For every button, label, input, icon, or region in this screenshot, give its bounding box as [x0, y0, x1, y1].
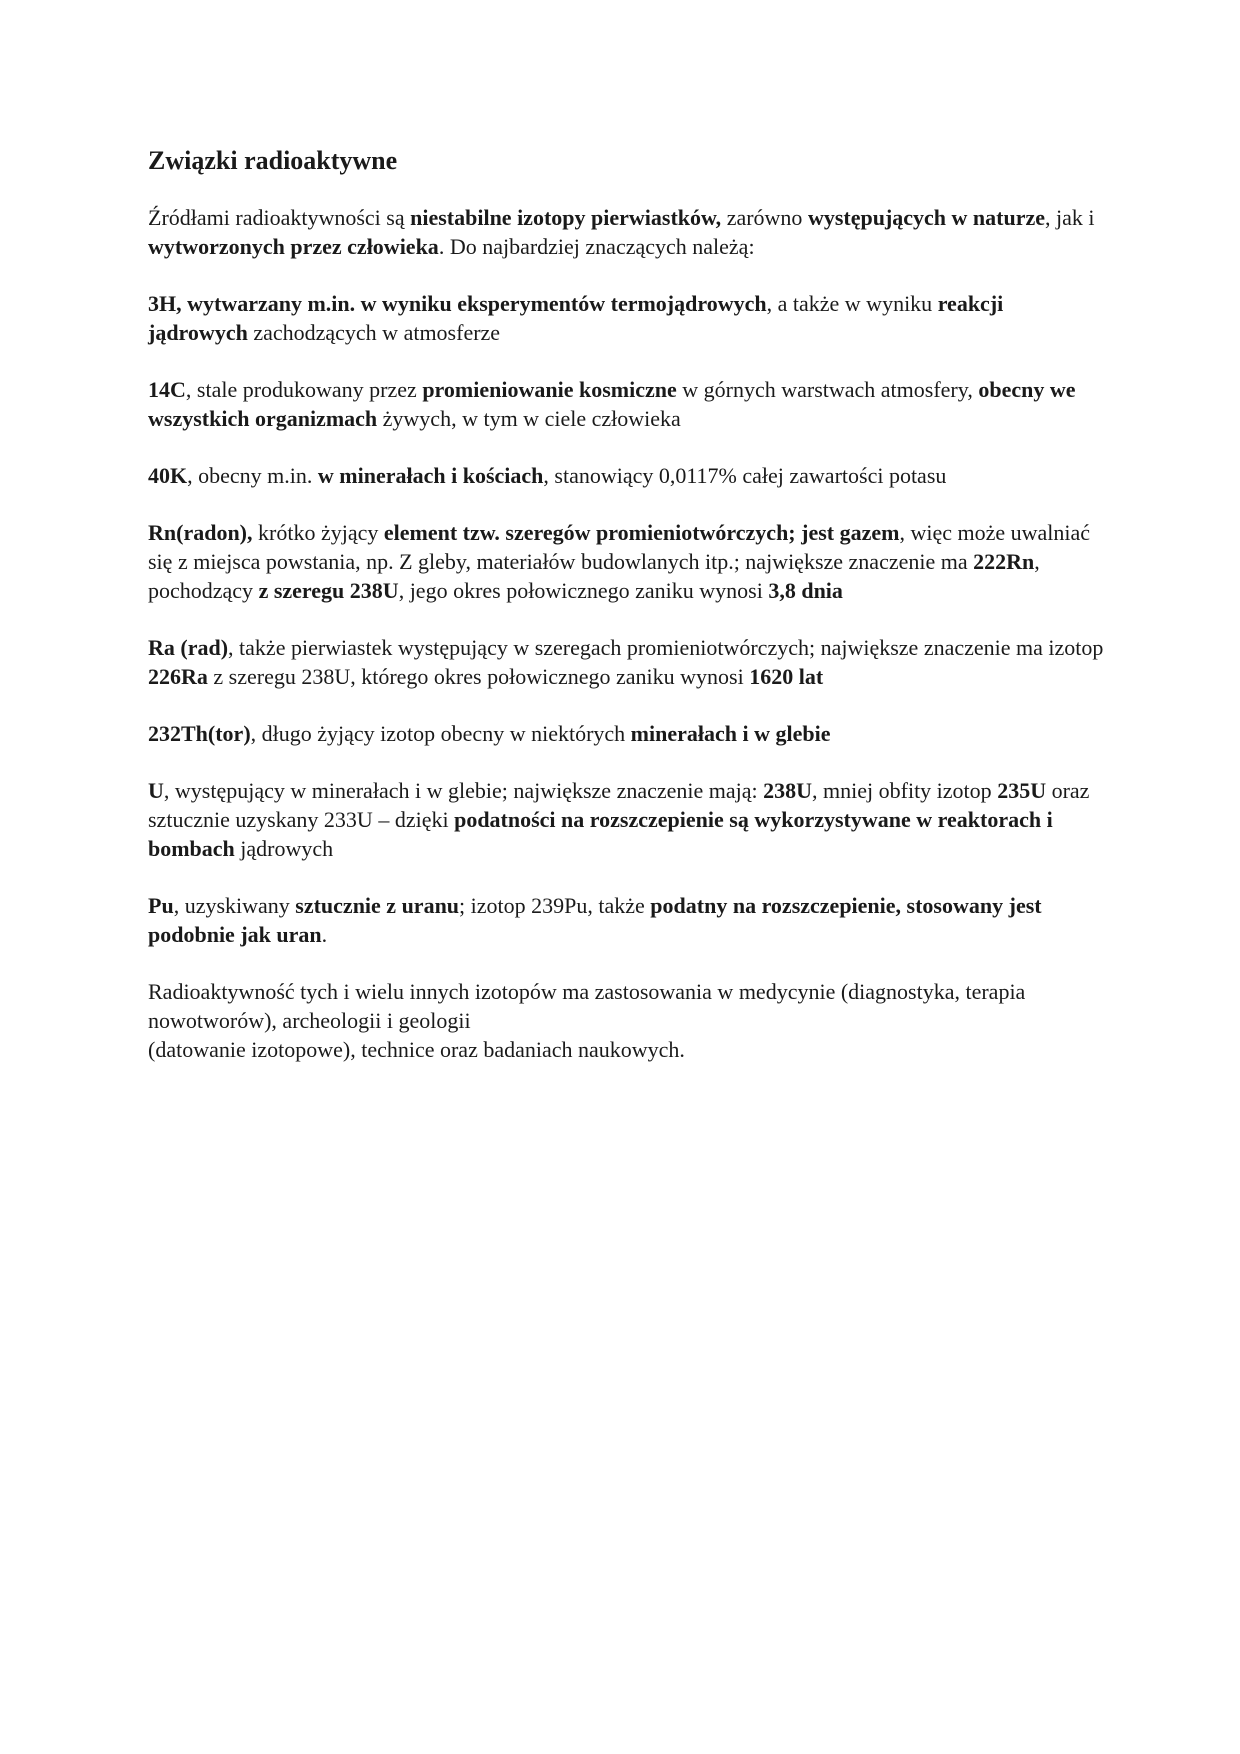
document-body — [148, 144, 1108, 1092]
text-run: zarówno — [721, 205, 808, 230]
paragraph — [148, 977, 1108, 1064]
text-run: , więc może uwalniać się z miejsca powstania, np. Z gleby, materiałów budowlanych itp.; największe znaczenie ma — [148, 520, 1091, 574]
bold-text-run: 222Rn — [973, 549, 1035, 574]
paragraph — [148, 719, 1108, 748]
bold-text-run: 40K — [148, 463, 188, 488]
text-run: żywych, w tym w ciele człowieka — [377, 406, 681, 431]
text-run: Radioaktywność tych i wielu innych izotopów ma zastosowania w medycynie (diagnostyka, terapia nowotworów), archeologii i geologii — [148, 979, 1026, 1033]
text-run: , a także w wyniku — [766, 291, 938, 316]
text-run: w górnych warstwach atmosfery, — [676, 377, 979, 402]
bold-text-run: Ra (rad) — [148, 635, 229, 660]
text-run: , jak i — [1045, 205, 1095, 230]
bold-text-run: 226Ra — [148, 664, 208, 689]
text-run: , długo żyjący izotop obecny w niektórych — [250, 721, 631, 746]
bold-text-run: z szeregu 238U — [258, 578, 399, 603]
bold-text-run: 1620 lat — [749, 664, 824, 689]
text-run: (datowanie izotopowe), technice oraz badaniach naukowych. — [148, 1037, 685, 1062]
text-run: , uzyskiwany — [173, 893, 296, 918]
bold-text-run: 3H, wytwarzany m.in. w wyniku eksperymentów termojądrowych — [148, 291, 767, 316]
paragraph — [148, 375, 1108, 433]
bold-text-run: w minerałach i kościach — [317, 463, 544, 488]
document-title: Związki radioaktywne — [148, 146, 398, 175]
bold-text-run: element tzw. szeregów promieniotwórczych; jest gazem — [383, 520, 900, 545]
text-run: , stanowiący 0,0117% całej zawartości potasu — [543, 463, 947, 488]
text-run: , stale produkowany przez — [185, 377, 423, 402]
text-run: . Do najbardziej znaczących należą: — [438, 234, 755, 259]
text-run: oraz sztucznie uzyskany 233U – dzięki — [148, 778, 1090, 832]
text-run: z szeregu 238U, którego okres połowicznego zaniku wynosi — [207, 664, 750, 689]
paragraph — [148, 461, 1108, 490]
paragraph — [148, 891, 1108, 949]
bold-text-run: Rn(radon), — [148, 520, 253, 545]
paragraph — [148, 203, 1108, 261]
paragraph — [148, 633, 1108, 691]
bold-text-run: minerałach i w glebie — [630, 721, 831, 746]
text-run: zachodzących w atmosferze — [247, 320, 501, 345]
bold-text-run: U — [148, 778, 164, 803]
bold-text-run: wytworzonych przez człowieka — [148, 234, 439, 259]
bold-text-run: promieniowanie kosmiczne — [422, 377, 677, 402]
text-run: , obecny m.in. — [187, 463, 318, 488]
bold-text-run: obecny we wszystkich organizmach — [148, 377, 1076, 431]
text-run: , występujący w minerałach i w glebie; największe znaczenie mają: — [163, 778, 764, 803]
text-run: . — [321, 922, 328, 947]
text-run: , jego okres połowicznego zaniku wynosi — [398, 578, 769, 603]
bold-text-run: reakcji jądrowych — [148, 291, 1004, 345]
bold-text-run: niestabilne izotopy pierwiastków, — [410, 205, 722, 230]
text-run: Źródłami radioaktywności są — [148, 205, 411, 230]
paragraph — [148, 518, 1108, 605]
bold-text-run: Pu — [148, 893, 174, 918]
paragraph — [148, 776, 1108, 863]
bold-text-run: 235U — [997, 778, 1047, 803]
bold-text-run: podatny na rozszczepienie, stosowany jest podobnie jak uran — [148, 893, 1042, 947]
bold-text-run: występujących w naturze — [807, 205, 1046, 230]
text-run: krótko żyjący — [252, 520, 384, 545]
bold-text-run: 238U — [763, 778, 813, 803]
bold-text-run: 3,8 dnia — [768, 578, 843, 603]
bold-text-run: 14C — [148, 377, 186, 402]
bold-text-run: 232Th(tor) — [148, 721, 251, 746]
text-run: , także pierwiastek występujący w szeregach promieniotwórczych; największe znaczenie ma izotop — [228, 635, 1104, 660]
paragraph-list — [148, 203, 1108, 1064]
text-run: jądrowych — [234, 836, 334, 861]
text-run: , pochodzący — [148, 549, 1040, 603]
text-run: ; izotop 239Pu, także — [459, 893, 651, 918]
text-run: , mniej obfity izotop — [812, 778, 998, 803]
bold-text-run: podatności na rozszczepienie są wykorzystywane w reaktorach i bombach — [148, 807, 1053, 861]
paragraph — [148, 289, 1108, 347]
bold-text-run: sztucznie z uranu — [295, 893, 460, 918]
